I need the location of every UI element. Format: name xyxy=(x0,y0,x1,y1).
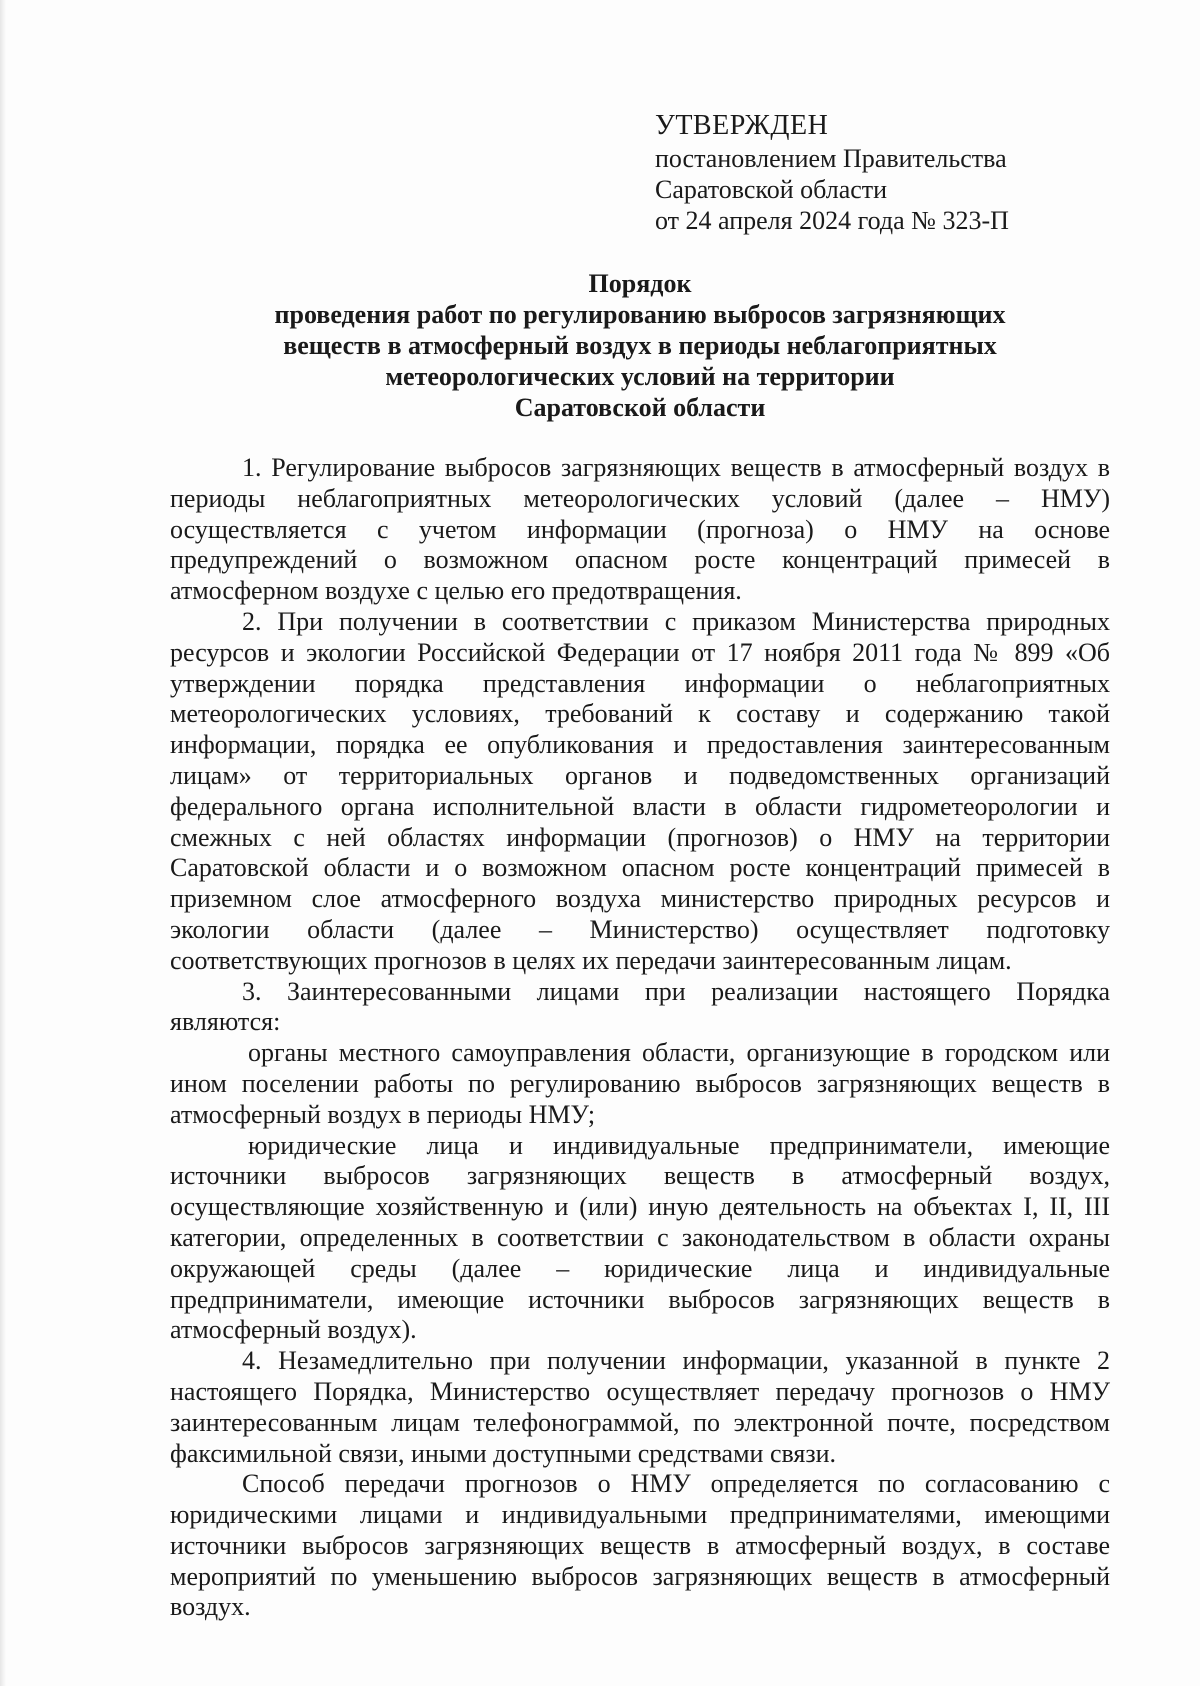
paragraph-2: 2. При получении в соответствии с приказом Министерства природных ресурсов и экологии Российской Федерации от 17 ноября 2011 года № 899 «Об утверждении порядка представления информации о неблагоприятных метеорологических условиях, требований к составу и содержанию такой информации, порядка ее опубликования и предоставления заинтересованным лицам» от территориальных органов и подведомственных организаций федерального органа исполнительной власти в области гидрометеорологии и смежных с ней областях информации (прогнозов) о НМУ на территории Саратовской области и о возможном опасном росте концентраций примесей в приземном слое атмосферного воздуха министерство природных ресурсов и экологии области (далее – Министерство) осуществляет подготовку соответствующих прогнозов в целях их передачи заинтересованным лицам. xyxy=(170,606,1110,975)
paragraph-3-item-1: органы местного самоуправления области, организующие в городском или ином поселении работы по регулированию выбросов загрязняющих веществ в атмосферный воздух в периоды НМУ; xyxy=(170,1038,1110,1129)
paragraph-3: 3. Заинтересованными лицами при реализации настоящего Порядка являются: xyxy=(170,976,1110,1037)
approval-title: УТВЕРЖДЕН xyxy=(655,110,829,141)
paragraph-1: 1. Регулирование выбросов загрязняющих веществ в атмосферный воздух в периоды неблагоприятных метеорологических условий (далее – НМУ) осуществляется с учетом информации (прогноза) о НМУ на основе предупреждений о возможном опасном росте концентраций примесей в атмосферном воздухе с целью его предотвращения. xyxy=(170,453,1110,606)
document-title-block xyxy=(170,268,1110,423)
document-body xyxy=(170,453,1110,1623)
scan-edge xyxy=(0,0,6,1686)
document-subtitle-line-2: веществ в атмосферный воздух в периоды неблагоприятных xyxy=(283,331,997,360)
approval-stamp xyxy=(655,110,1155,236)
approval-line-2: Саратовской области xyxy=(655,175,888,204)
document-subtitle-line-1: проведения работ по регулированию выбросов загрязняющих xyxy=(274,300,1006,329)
paragraph-4: 4. Незамедлительно при получении информации, указанной в пункте 2 настоящего Порядка, Министерство осуществляет передачу прогнозов о НМУ заинтересованным лицам телефонограммой, по электронной почте, посредством факсимильной связи, иными доступными средствами связи. xyxy=(170,1346,1110,1468)
paragraph-3-item-2: юридические лица и индивидуальные предприниматели, имеющие источники выбросов загрязняющих веществ в атмосферный воздух, осуществляющие хозяйственную и (или) иную деятельность на объектах I, II, III категории, определенных в соответствии с законодательством в области охраны окружающей среды (далее – юридические лица и индивидуальные предприниматели, имеющие источники выбросов загрязняющих веществ в атмосферный воздух). xyxy=(170,1130,1110,1345)
approval-line-3: от 24 апреля 2024 года № 323-П xyxy=(655,206,1009,235)
document-title: Порядок xyxy=(588,269,692,298)
document-subtitle-line-4: Саратовской области xyxy=(514,393,766,422)
approval-line-1: постановлением Правительства xyxy=(655,144,1007,173)
document-subtitle-line-3: метеорологических условий на территории xyxy=(385,362,895,391)
paragraph-5: Способ передачи прогнозов о НМУ определяется по согласованию с юридическими лицами и индивидуальными предпринимателями, имеющими источники выбросов загрязняющих веществ в атмосферный воздух, в составе мероприятий по уменьшению выбросов загрязняющих веществ в атмосферный воздух. xyxy=(170,1469,1110,1622)
